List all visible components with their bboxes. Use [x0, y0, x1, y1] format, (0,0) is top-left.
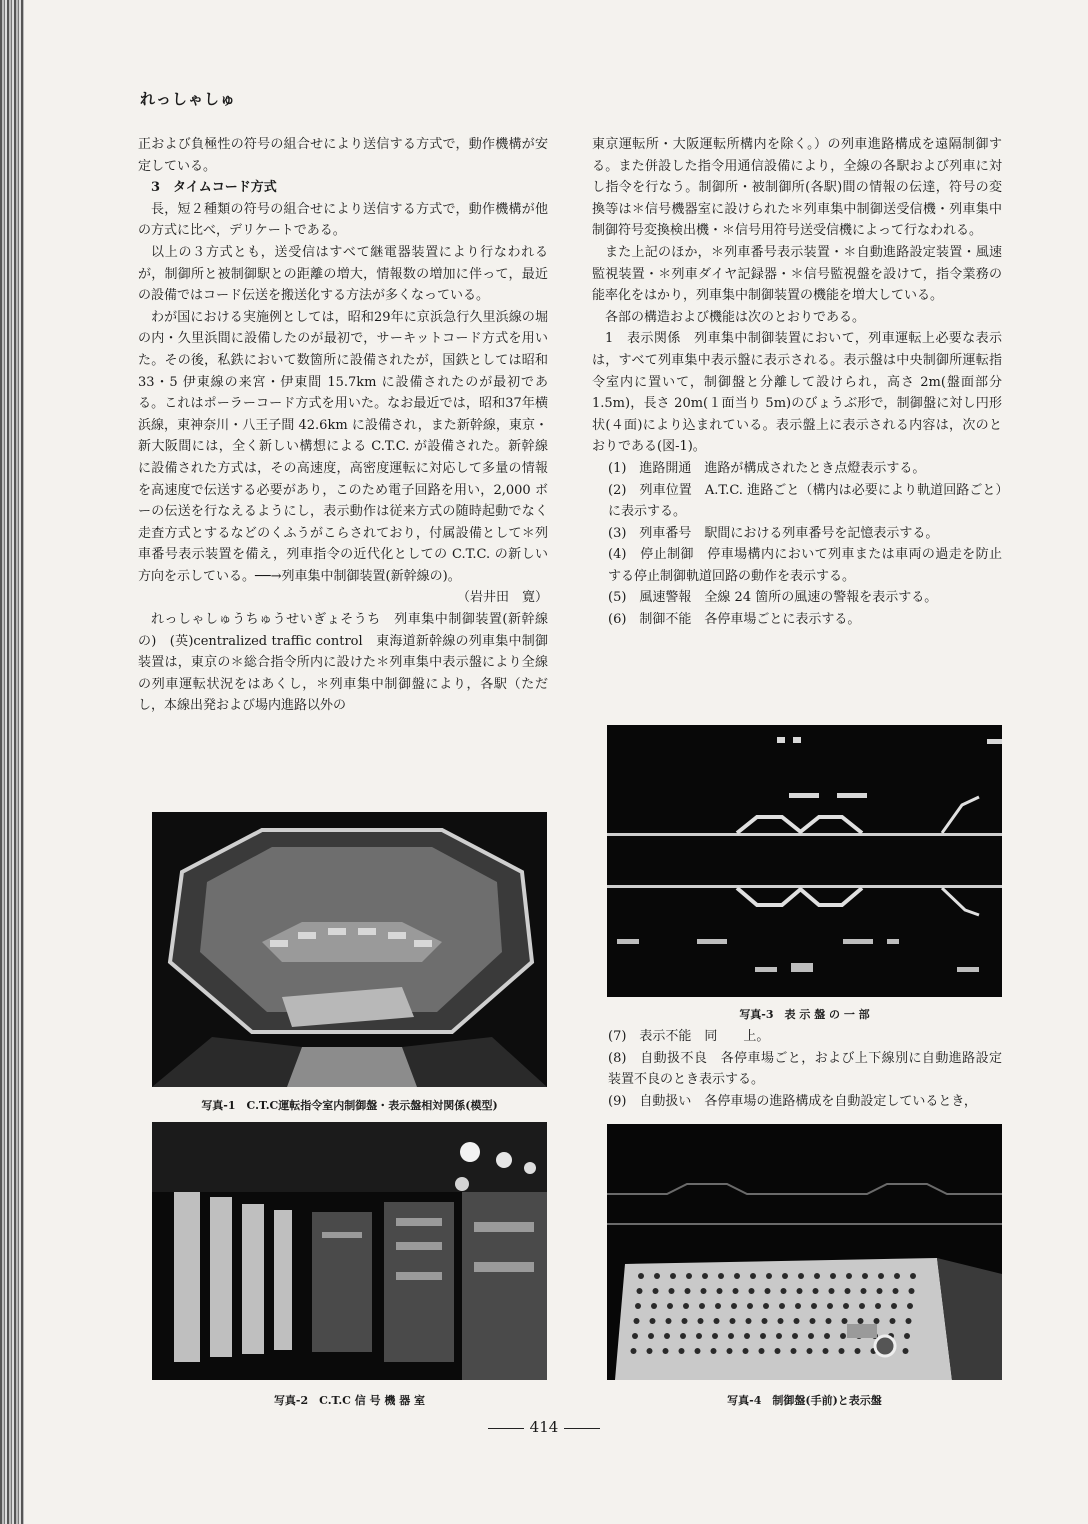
entry-paragraph: れっしゃしゅうちゅうせいぎょそうち 列車集中制御装置(新幹線の) (英)centralized traffic control 東海道新幹線の列車集中制御装置は，東京の＊総合指令所内に設けた＊列車集中表示盤により全線の列車運転状況をはあくし，＊列車集中制御盤により，各駅（ただし，本線出発および場内進路以外の: [138, 612, 548, 714]
page-number: 414: [0, 1418, 1088, 1436]
list-item: (6) 制御不能 各停車場ごとに表示する。: [608, 612, 861, 628]
running-head: れっしゃしゅ: [140, 90, 237, 108]
author-credit: （岩井田 寛）: [456, 590, 548, 606]
list-item: (7) 表示不能 同 上。: [608, 1029, 770, 1044]
list-item: (1) 進路開通 進路が構成されたとき点燈表示する。: [608, 460, 926, 476]
paragraph: また上記のほか，＊列車番号表示装置・＊自動進路設定装置・風速監視装置・＊列車ダイヤ記録器・＊信号監視盤を設けて，指令業務の能率化をはかり，列車集中制御装置の機能を増大している。: [592, 244, 1002, 304]
photo3-caption: 写真-3 表 示 盤 の 一 部: [739, 1008, 870, 1021]
paragraph: 以上の３方式とも，送受信はすべて継電器装置により行なわれるが，制御所と被制御駅との距離の増大，情報数の増加に伴って，最近の設備ではコード伝送を搬送化する方法が多くなっている。: [138, 244, 548, 304]
paragraph: わが国における実施例としては，昭和29年に京浜急行久里浜線の堀の内・久里浜間に設備したのが最初で，サーキットコード方式を用いた。その後，私鉄において数箇所に設備されたが，国鉄としては昭和 33・5 伊東線の来宮・伊東間 15.7km に設備されたのが最初である。これはポーラーコード方式を用いた。なお最近では，昭和37年横浜線，東神奈川・八王子間 42.6km に設備され，また新幹線，東京・新大阪間には，全く新しい構想による C.T.C. が設備された。新幹線に設備された方式は，その高速度，高密度運転に対応して多量の情報を高速度で伝送する必要があり，このため電子回路を用い，2,000 ボーの伝送を行なえるようにし，表示動作は従来方式の随時起動でなく走査方式とするなどのくふうがこらされており，付属設備として＊列車番号表示装置を備え，列車指令の近代化としての C.T.C. の新しい方向を示している。──→列車集中制御装置(新幹線の)。: [138, 309, 548, 584]
left-column: [138, 134, 548, 717]
paragraph: 各部の構造および機能は次のとおりである。: [605, 309, 866, 325]
list-item: (4) 停止制御 停車場構内において列車または車両の過走を防止する停止制御軌道回路の動作を表示する。: [608, 547, 1002, 584]
right-column-lower: [592, 1026, 1002, 1112]
photo2-caption: 写真-2 C.T.C 信 号 機 器 室: [273, 1394, 426, 1407]
list-item: (8) 自動扱不良 各停車場ごと，および上下線別に自動進路設定装置不良のとき表示する。: [608, 1050, 1002, 1088]
paragraph: 正および負極性の符号の組合せにより送信する方式で，動作機構が安定している。: [138, 137, 548, 174]
photo-ctc-signal-equipment-room: [152, 1122, 547, 1380]
photo-display-panel-section: [607, 725, 1002, 997]
photo1-caption: 写真-1 C.T.C運転指令室内制御盤・表示盤相対関係(模型): [201, 1099, 498, 1112]
photo-ctc-control-room-model: [152, 812, 547, 1087]
list-item: (9) 自動扱い 各停車場の進路構成を自動設定しているとき，: [608, 1093, 977, 1109]
photo4-caption: 写真-4 制御盤(手前)と表示盤: [727, 1394, 882, 1407]
subheading: 3 タイムコード方式: [151, 180, 277, 196]
paragraph: 長，短２種類の符号の組合せにより送信する方式で，動作機構が他の方式に比べ，デリケートである。: [138, 201, 548, 239]
paragraph: 東京運転所・大阪運転所構内を除く。）の列車進路構成を遠隔制御する。また併設した指令用通信設備により，全線の各駅および列車に対し指令を行なう。制御所・被制御所(各駅)間の情報の伝達，符号の変換等は＊信号機器室に設けられた＊列車集中制御送受信機・列車集中制御符号変換検出機・＊信号用符号送受信機によって行なわれる。: [592, 137, 1002, 239]
right-column: [592, 134, 1002, 631]
list-item: (2) 列車位置 A.T.C. 進路ごと（構内は必要により軌道回路ごと）に表示する。: [608, 482, 1002, 520]
list-item: (3) 列車番号 駅間における列車番号を記憶表示する。: [608, 525, 939, 541]
book-spine-edge: [0, 0, 24, 1524]
paragraph: 1 表示関係 列車集中制御装置において，列車運転上必要な表示は，すべて列車集中表示盤に表示される。表示盤は中央制御所運転指令室内に置いて，制御盤と分離して設けられ，高さ 2m(盤面部分 1.5m)，長さ 20m(１面当り 5m)のびょうぶ形で，制御盤に対し円形状(４面)により込まれている。表示盤上に表示される内容は，次のとおりである(図-1)。: [592, 331, 1002, 455]
photo-control-desk-and-display-panel: [607, 1124, 1002, 1380]
list-item: (5) 風速警報 全線 24 箇所の風速の警報を表示する。: [608, 590, 938, 606]
